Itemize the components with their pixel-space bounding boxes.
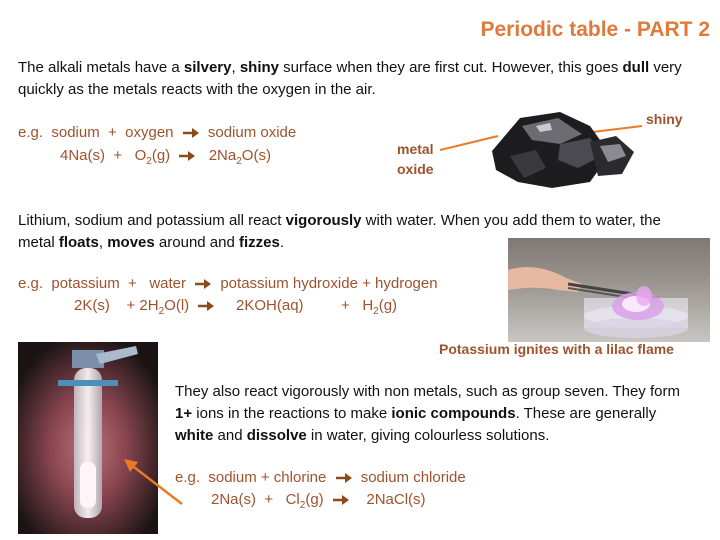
page-title: Periodic table - PART 2 [480, 18, 710, 41]
arrow-icon [335, 472, 353, 484]
label-shiny: shiny [646, 111, 683, 127]
potassium-flame-photo [508, 238, 710, 342]
arrow-icon [178, 150, 196, 162]
arrow-icon [332, 494, 350, 506]
equation-sodium-chlorine-symbols: $2Na(s) + Cl_2(g)$ 2NaCl(s) [211, 491, 426, 511]
equation-potassium-water-words: e.g. potassium + water potassium hydroxide + hydrogen [18, 275, 438, 292]
equation-potassium-water-symbols: 2K(s) + $2H_2O(l)$ 2KOH(aq) + $H_2(g)$ [74, 297, 398, 317]
arrow-icon [197, 300, 215, 312]
equation-sodium-oxide-symbols: $4Na(s) + O_2(g)$ $2Na_2O(s)$ [60, 147, 271, 167]
non-metal-paragraph: They also react vigorously with non metals, such as group seven. They form 1+ ions in the reactions to make ionic compounds. These are generally white and dissolve in water, giving colourless solutions. [175, 383, 680, 444]
equation-sodium-oxide-words: e.g. sodium + oxygen sodium oxide [18, 124, 297, 141]
flame-caption: Potassium ignites with a lilac flame [439, 341, 674, 357]
water-reaction-paragraph: Lithium, sodium and potassium all react vigorously with water. When you add them to water, the metal floats, moves around and fizzes. [18, 212, 661, 251]
equation-sodium-chlorine-words: e.g. sodium + chlorine sodium chloride [175, 469, 466, 486]
sodium-metal-photo [440, 96, 700, 196]
arrow-icon [182, 127, 200, 139]
intro-paragraph: The alkali metals have a silvery, shiny surface when they are first cut. However, this goes dull very quickly as the metals reacts with the oxygen in the air. [18, 59, 682, 98]
label-metal-oxide: metal oxide [397, 141, 434, 177]
arrow-icon [194, 278, 212, 290]
